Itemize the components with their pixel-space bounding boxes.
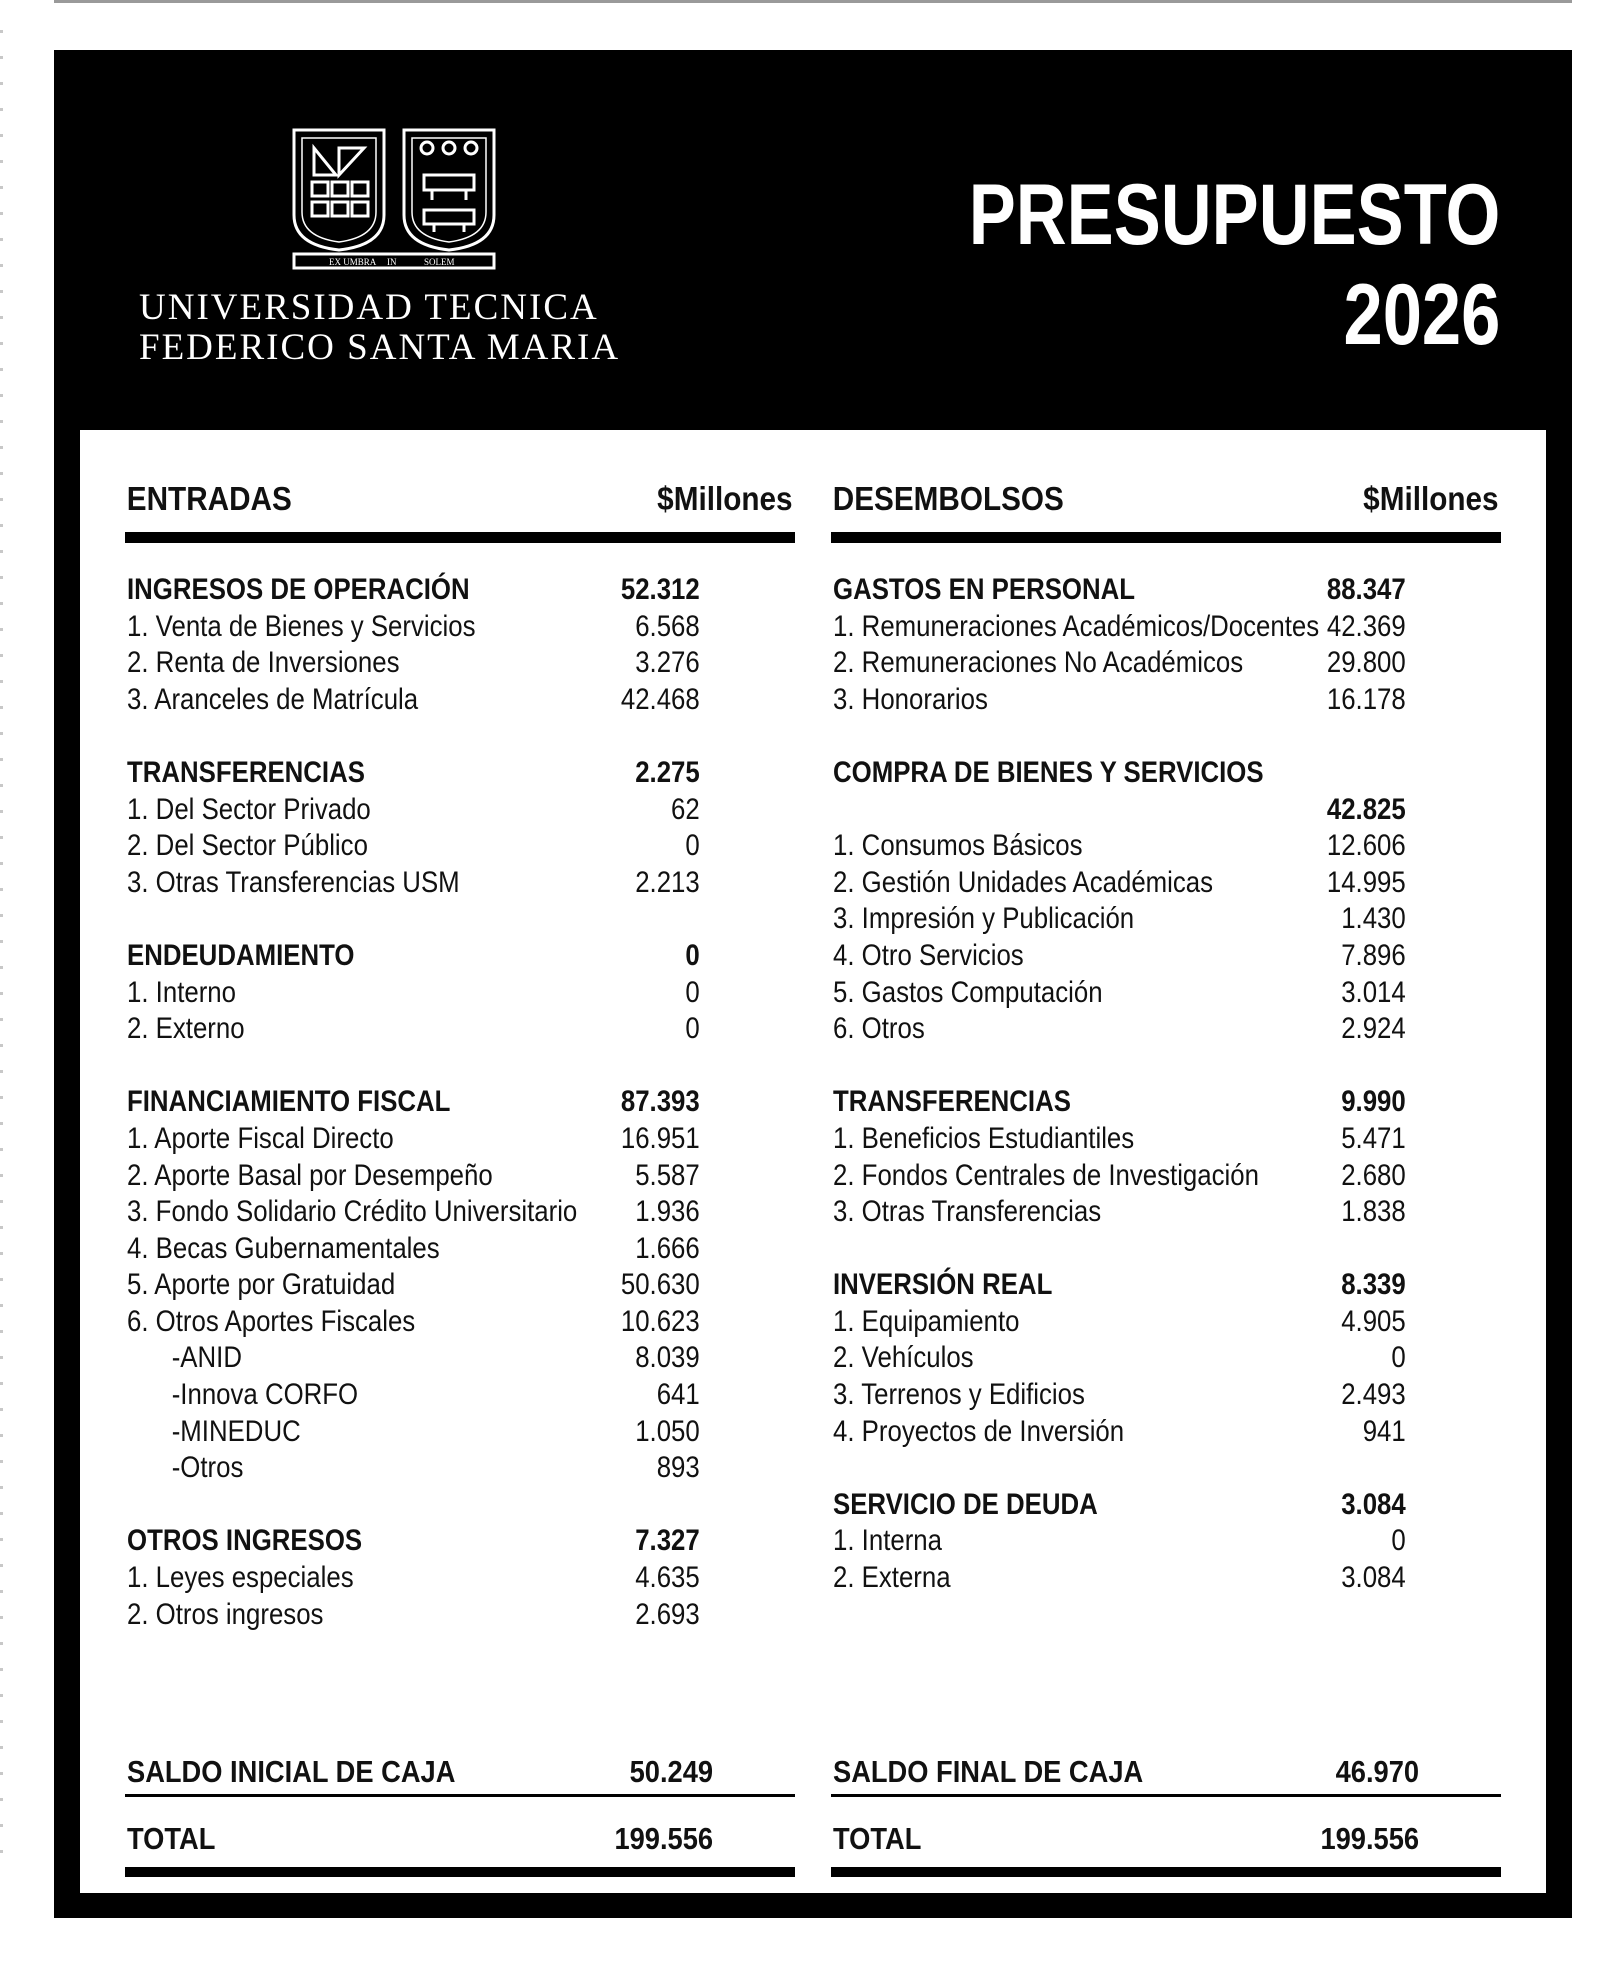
entradas-summary — [125, 1748, 795, 1877]
line-item-label: 2. Del Sector Público — [127, 829, 368, 863]
section-heading-value: 8.339 — [1341, 1268, 1406, 1302]
line-item — [125, 1378, 795, 1415]
line-item-value: 42.468 — [620, 682, 700, 716]
line-item-value: 14.995 — [1326, 865, 1406, 899]
line-item-label: 3. Fondo Solidario Crédito Universitario — [127, 1195, 578, 1229]
line-item-label: 4. Proyectos de Inversión — [833, 1414, 1125, 1448]
line-item-label: 2. Renta de Inversiones — [127, 646, 400, 680]
line-item-label: 1. Beneficios Estudiantiles — [833, 1121, 1135, 1155]
line-item — [831, 646, 1501, 683]
line-item-label: 1. Venta de Bienes y Servicios — [127, 609, 476, 643]
line-item-label: -MINEDUC — [171, 1414, 301, 1448]
section-heading — [831, 573, 1501, 610]
line-item-label: 5. Gastos Computación — [833, 975, 1103, 1009]
line-item-label: 6. Otros — [833, 1012, 925, 1046]
desembolsos-header-rule — [831, 532, 1501, 543]
desembolsos-header — [831, 480, 1500, 528]
line-item-value: 7.896 — [1341, 938, 1406, 972]
line-item — [125, 866, 795, 903]
budget-frame — [54, 50, 1572, 1918]
section-heading — [831, 756, 1501, 793]
line-item — [831, 976, 1501, 1013]
saldo-final-value: 46.970 — [1335, 1754, 1420, 1789]
crest-motto-left: EX UMBRA — [329, 257, 377, 267]
line-item — [125, 1561, 795, 1598]
line-item — [831, 1415, 1501, 1452]
section-heading-value: 7.327 — [635, 1524, 700, 1558]
line-item — [125, 610, 795, 647]
line-item-label: 1. Interno — [127, 975, 237, 1009]
line-item-label: 2. Aporte Basal por Desempeño — [127, 1158, 493, 1192]
line-item-value: 5.587 — [635, 1158, 700, 1192]
saldo-inicial-row — [125, 1748, 795, 1794]
section-heading-value: 0 — [685, 938, 700, 972]
saldo-inicial-value: 50.249 — [629, 1754, 714, 1789]
title-line2: 2026 — [1343, 267, 1500, 363]
desembolsos-column — [831, 480, 1501, 1598]
line-item-value: 50.630 — [620, 1268, 700, 1302]
line-item-value: 1.050 — [635, 1414, 700, 1448]
university-name — [139, 288, 679, 368]
section-heading-label: TRANSFERENCIAS — [833, 1085, 1071, 1119]
section-heading — [831, 1085, 1501, 1122]
section-heading-value: 52.312 — [620, 573, 700, 606]
line-item-value: 1.666 — [635, 1231, 700, 1265]
desembolsos-total-row — [831, 1815, 1501, 1861]
section-heading-label: GASTOS EN PERSONAL — [833, 573, 1136, 606]
section-total-value: 42.825 — [1326, 792, 1406, 826]
line-item — [125, 646, 795, 683]
line-item-value: 16.951 — [620, 1121, 700, 1155]
line-item-value: 3.084 — [1341, 1561, 1406, 1595]
entradas-header — [125, 480, 794, 528]
desembolsos-total-rule — [831, 1867, 1501, 1877]
entradas-column — [125, 480, 795, 1634]
line-item-value: 29.800 — [1326, 646, 1406, 680]
line-item-value: 0 — [1391, 1524, 1406, 1558]
section-heading-value: 9.990 — [1341, 1085, 1406, 1119]
line-item — [831, 1159, 1501, 1196]
line-item-label: 2. Remuneraciones No Académicos — [833, 646, 1244, 680]
line-item — [125, 1195, 795, 1232]
title-line1: PRESUPUESTO — [968, 167, 1500, 263]
line-item-value: 0 — [685, 975, 700, 1009]
line-item-value: 4.905 — [1341, 1304, 1406, 1338]
desembolsos-total-value: 199.556 — [1320, 1821, 1420, 1856]
line-item — [831, 610, 1501, 647]
line-item — [125, 1341, 795, 1378]
section-heading — [125, 1085, 795, 1122]
section-gap — [831, 1049, 1501, 1086]
line-item-value: 2.924 — [1341, 1012, 1406, 1046]
section-heading-label: INGRESOS DE OPERACIÓN — [127, 573, 470, 606]
line-item — [125, 829, 795, 866]
line-item-value: 42.369 — [1326, 609, 1406, 643]
line-item-value: 4.635 — [635, 1561, 700, 1595]
section-heading-label: FINANCIAMIENTO FISCAL — [127, 1085, 451, 1119]
entradas-total-rule — [125, 1867, 795, 1877]
line-item-label: 1. Leyes especiales — [127, 1561, 354, 1595]
line-item-value: 941 — [1362, 1414, 1406, 1448]
section-heading — [125, 573, 795, 610]
line-item — [125, 1012, 795, 1049]
line-item-value: 2.213 — [635, 865, 700, 899]
section-heading — [831, 1268, 1501, 1305]
saldo-inicial-rule — [125, 1794, 795, 1797]
line-item-value: 0 — [685, 829, 700, 863]
line-item — [125, 1268, 795, 1305]
line-item-label: 5. Aporte por Gratuidad — [127, 1268, 396, 1302]
top-rule — [54, 0, 1572, 3]
line-item — [831, 866, 1501, 903]
line-item — [831, 1341, 1501, 1378]
line-item-label: 2. Vehículos — [833, 1341, 974, 1375]
section-heading — [125, 756, 795, 793]
line-item-value: 3.276 — [635, 646, 700, 680]
line-item — [125, 1159, 795, 1196]
budget-header — [54, 50, 1572, 430]
saldo-final-row — [831, 1748, 1501, 1794]
line-item — [831, 939, 1501, 976]
line-item — [831, 1122, 1501, 1159]
line-item — [125, 1598, 795, 1635]
line-item-label: 1. Equipamiento — [833, 1304, 1020, 1338]
section-heading-label: ENDEUDAMIENTO — [127, 938, 355, 972]
line-item — [831, 902, 1501, 939]
line-item — [831, 829, 1501, 866]
line-item-label: 3. Otras Transferencias USM — [127, 865, 460, 899]
line-item — [125, 1232, 795, 1269]
line-item-value: 12.606 — [1326, 829, 1406, 863]
section-heading-value: 87.393 — [620, 1085, 700, 1119]
line-item — [831, 1561, 1501, 1598]
line-item-value: 1.430 — [1341, 902, 1406, 936]
desembolsos-summary — [831, 1748, 1501, 1877]
line-item-value: 5.471 — [1341, 1121, 1406, 1155]
section-heading-label: INVERSIÓN REAL — [833, 1268, 1053, 1302]
desembolsos-total-label: TOTAL — [833, 1821, 922, 1856]
line-item-label: 3. Aranceles de Matrícula — [127, 682, 419, 716]
section-heading — [125, 939, 795, 976]
section-gap — [831, 1232, 1501, 1269]
line-item-label: -ANID — [171, 1341, 242, 1375]
line-item-value: 8.039 — [635, 1341, 700, 1375]
line-item-label: 3. Terrenos y Edificios — [833, 1378, 1085, 1412]
entradas-total-value: 199.556 — [614, 1821, 714, 1856]
line-item-label: 2. Externo — [127, 1012, 245, 1046]
line-item — [125, 1451, 795, 1488]
line-item — [125, 1305, 795, 1342]
section-heading-label: TRANSFERENCIAS — [127, 755, 365, 789]
line-item-label: 3. Honorarios — [833, 682, 988, 716]
line-item-value: 641 — [656, 1378, 700, 1412]
university-name-line1: UNIVERSIDAD TECNICA — [139, 287, 599, 328]
page-title — [968, 165, 1500, 365]
line-item-label: -Otros — [171, 1451, 244, 1485]
line-item — [125, 1415, 795, 1452]
section-heading — [125, 1524, 795, 1561]
saldo-final-label: SALDO FINAL DE CAJA — [833, 1754, 1144, 1789]
desembolsos-heading: DESEMBOLSOS — [832, 480, 1064, 517]
section-heading-value: 3.084 — [1341, 1487, 1406, 1521]
line-item-value: 2.693 — [635, 1597, 700, 1631]
desembolsos-unit: $Millones — [1363, 480, 1499, 517]
line-item-value: 6.568 — [635, 609, 700, 643]
left-dotted-margin — [0, 30, 3, 1860]
line-item-label: 3. Impresión y Publicación — [833, 902, 1135, 936]
line-item — [125, 1122, 795, 1159]
line-item-label: 1. Interna — [833, 1524, 943, 1558]
line-item — [831, 1305, 1501, 1342]
line-item — [831, 683, 1501, 720]
line-item-label: 2. Otros ingresos — [127, 1597, 324, 1631]
saldo-inicial-label: SALDO INICIAL DE CAJA — [127, 1754, 456, 1789]
line-item-label: 1. Del Sector Privado — [127, 792, 371, 826]
line-item-value: 0 — [1391, 1341, 1406, 1375]
line-item-label: -Innova CORFO — [171, 1378, 359, 1412]
saldo-final-rule — [831, 1794, 1501, 1797]
section-gap — [125, 902, 795, 939]
entradas-unit: $Millones — [657, 480, 793, 517]
section-gap — [125, 719, 795, 756]
line-item — [125, 976, 795, 1013]
line-item-value: 1.936 — [635, 1195, 700, 1229]
line-item-value: 62 — [671, 792, 700, 826]
section-heading-value: 2.275 — [635, 755, 700, 789]
line-item — [831, 1524, 1501, 1561]
crest-motto-mid: IN — [387, 257, 397, 267]
line-item-label: 4. Otro Servicios — [833, 938, 1024, 972]
section-gap — [125, 1488, 795, 1525]
section-heading — [831, 1488, 1501, 1525]
entradas-total-row — [125, 1815, 795, 1861]
line-item — [125, 793, 795, 830]
crest-motto-right: SOLEM — [424, 257, 455, 267]
entradas-header-rule — [125, 532, 795, 543]
line-item — [831, 1378, 1501, 1415]
entradas-heading: ENTRADAS — [126, 480, 292, 517]
line-item-label: 1. Remuneraciones Académicos/Docentes — [833, 609, 1320, 643]
university-name-line2: FEDERICO SANTA MARIA — [139, 327, 621, 368]
entradas-rows — [125, 573, 795, 1634]
section-heading-value: 88.347 — [1326, 573, 1406, 606]
line-item-value: 16.178 — [1326, 682, 1406, 716]
section-gap — [831, 719, 1501, 756]
line-item-value: 2.493 — [1341, 1378, 1406, 1412]
section-gap — [831, 1451, 1501, 1488]
line-item-label: 2. Fondos Centrales de Investigación — [833, 1158, 1259, 1192]
entradas-total-label: TOTAL — [127, 1821, 216, 1856]
section-total — [831, 793, 1501, 830]
line-item — [831, 1012, 1501, 1049]
budget-panel — [80, 430, 1546, 1893]
line-item-value: 0 — [685, 1012, 700, 1046]
section-gap — [125, 1049, 795, 1086]
line-item — [125, 683, 795, 720]
line-item-label: 1. Aporte Fiscal Directo — [127, 1121, 394, 1155]
line-item — [831, 1195, 1501, 1232]
university-crest-icon — [284, 120, 504, 270]
line-item-value: 10.623 — [620, 1304, 700, 1338]
line-item-label: 2. Externa — [833, 1561, 951, 1595]
section-heading-label: OTROS INGRESOS — [127, 1524, 363, 1558]
section-heading-label: COMPRA DE BIENES Y SERVICIOS — [833, 755, 1264, 789]
section-heading-label: SERVICIO DE DEUDA — [833, 1487, 1098, 1521]
line-item-label: 6. Otros Aportes Fiscales — [127, 1304, 416, 1338]
line-item-label: 4. Becas Gubernamentales — [127, 1231, 440, 1265]
desembolsos-rows — [831, 573, 1501, 1598]
line-item-label: 3. Otras Transferencias — [833, 1195, 1102, 1229]
line-item-value: 2.680 — [1341, 1158, 1406, 1192]
line-item-value: 1.838 — [1341, 1195, 1406, 1229]
line-item-value: 893 — [656, 1451, 700, 1485]
line-item-value: 3.014 — [1341, 975, 1406, 1009]
line-item-label: 2. Gestión Unidades Académicas — [833, 865, 1214, 899]
line-item-label: 1. Consumos Básicos — [833, 829, 1083, 863]
